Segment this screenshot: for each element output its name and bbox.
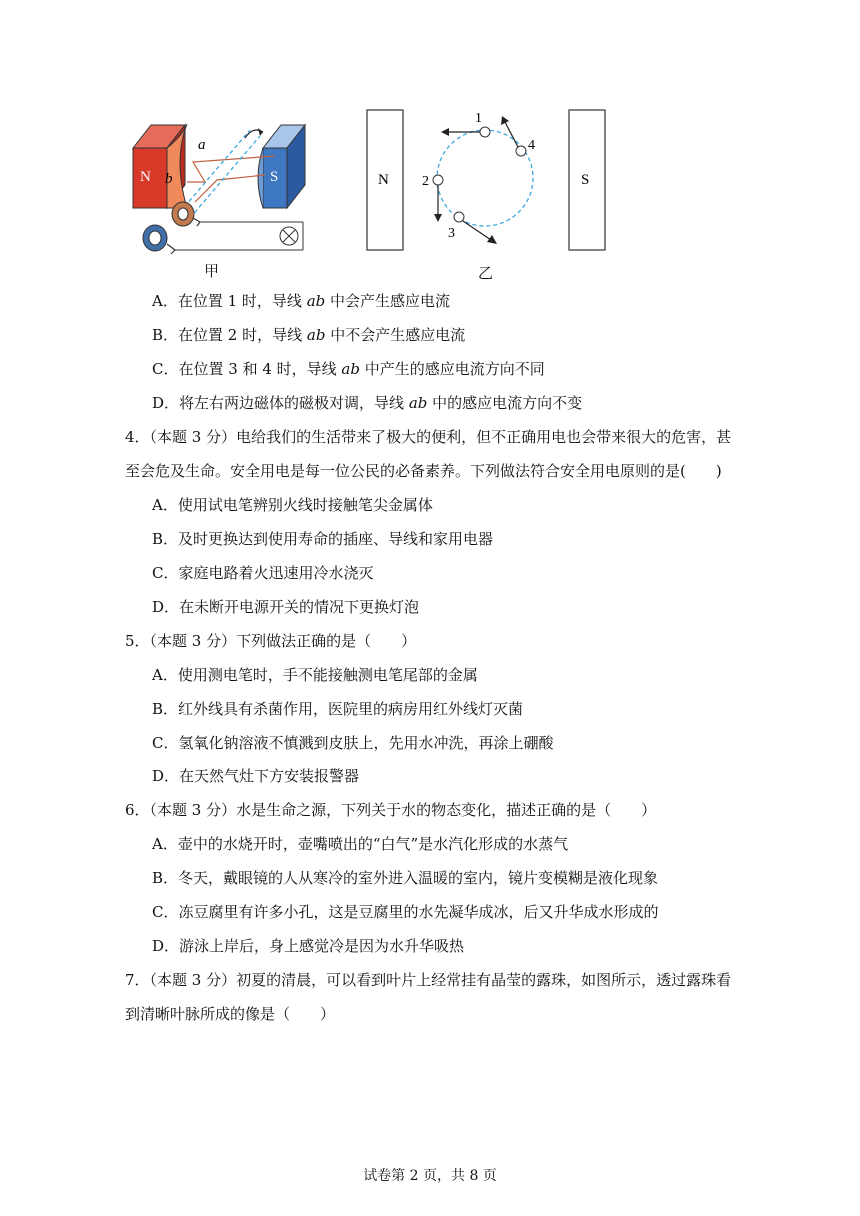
label-b: b (165, 171, 173, 187)
page-footer: 试卷第 2 页，共 8 页 (363, 1168, 497, 1184)
caption-jia: 甲 (204, 262, 220, 280)
q5-option-b: B．红外线具有杀菌作用，医院里的病房用红外线灯灭菌 (152, 700, 524, 718)
jia-n-label: N (140, 169, 151, 185)
q7-stem-line1: 7．（本题 3 分）初夏的清晨，可以看到叶片上经常挂有晶莹的露珠，如图所示，透过露珠看 (125, 971, 732, 989)
position-1-label: 1 (475, 111, 482, 126)
q6-option-b: B．冬天，戴眼镜的人从寒冷的室外进入温暖的室内，镜片变模糊是液化现象 (152, 869, 659, 887)
rotation-circle (437, 130, 533, 226)
figure-svg (125, 100, 625, 285)
q3-option-b: B．在位置 2 时，导线 ab 中不会产生感应电流 (152, 326, 466, 344)
position-2-label: 2 (422, 174, 429, 189)
q4-option-c: C．家庭电路着火迅速用冷水浇灭 (152, 564, 374, 582)
q3-option-c: C．在位置 3 和 4 时，导线 ab 中产生的感应电流方向不同 (152, 360, 545, 378)
q6-option-c: C．冻豆腐里有许多小孔，这是豆腐里的水先凝华成冰，后又升华成水形成的 (152, 903, 659, 921)
yi-s-label: S (581, 172, 590, 188)
q4-stem-line2: 至会危及生命。安全用电是每一位公民的必备素养。下列做法符合安全用电原则的是( ) (125, 462, 722, 480)
q5-option-c: C．氢氧化钠溶液不慎溅到皮肤上，先用水冲洗，再涂上硼酸 (152, 734, 554, 752)
caption-yi: 乙 (478, 264, 494, 282)
q4-option-b: B．及时更换达到使用寿命的插座、导线和家用电器 (152, 530, 494, 548)
figure-area (125, 100, 625, 285)
q5-option-a: A．使用测电笔时，手不能接触测电笔尾部的金属 (152, 666, 478, 684)
generator-diagram (133, 124, 305, 254)
q3-option-d: D．将左右两边磁体的磁极对调，导线 ab 中的感应电流方向不变 (152, 394, 583, 412)
q5-option-d: D．在天然气灶下方安装报警器 (152, 767, 360, 785)
q6-option-d: D．游泳上岸后，身上感觉冷是因为水升华吸热 (152, 937, 465, 955)
position-3-label: 3 (448, 226, 455, 241)
rotation-axis (180, 130, 250, 212)
rotation-positions-diagram (367, 110, 605, 250)
position-3 (454, 212, 464, 222)
jia-s-label: S (270, 169, 279, 185)
yi-n-label: N (378, 172, 389, 188)
q3-option-a: A．在位置 1 时，导线 ab 中会产生感应电流 (152, 292, 451, 310)
q6-option-a: A．壶中的水烧开时，壶嘴喷出的“白气”是水汽化形成的水蒸气 (152, 835, 569, 853)
position-2 (433, 175, 443, 185)
q7-stem-line2: 到清晰叶脉所成的像是（ ） (125, 1005, 336, 1023)
position-4 (516, 146, 526, 156)
q6-stem: 6．（本题 3 分）水是生命之源，下列关于水的物态变化，描述正确的是（ ） (125, 801, 657, 819)
q5-stem: 5．（本题 3 分）下列做法正确的是（ ） (125, 632, 417, 650)
q4-option-d: D．在未断开电源开关的情况下更换灯泡 (152, 598, 420, 616)
q4-stem-line1: 4．（本题 3 分）电给我们的生活带来了极大的便利，但不正确用电也会带来很大的危害，甚 (125, 428, 732, 446)
q4-option-a: A．使用试电笔辨别火线时接触笔尖金属体 (152, 496, 433, 514)
label-a: a (198, 137, 206, 153)
position-4-label: 4 (528, 138, 535, 153)
position-1 (480, 127, 490, 137)
